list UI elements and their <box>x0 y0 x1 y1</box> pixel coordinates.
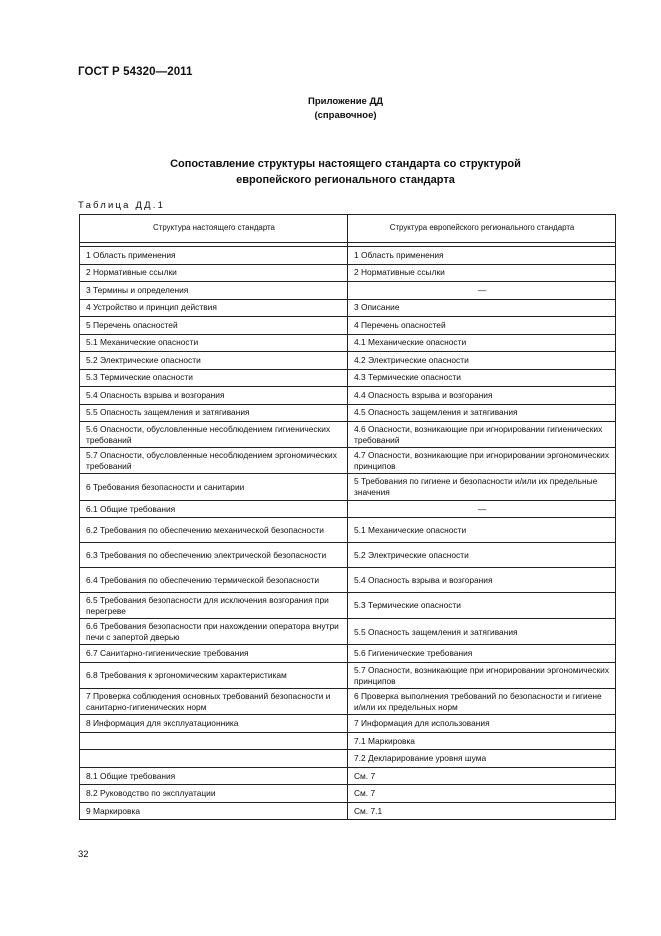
cell-national-standard: 5.6 Опасности, обусловленные несоблюдением гигиенических требований <box>80 422 348 448</box>
cell-european-standard: 4.6 Опасности, возникающие при игнорировании гигиенических требований <box>348 422 616 448</box>
table-row <box>80 785 616 803</box>
cell-national-standard: 6.8 Требования к эргономическим характеристикам <box>80 662 348 688</box>
cell-european-standard: 6 Проверка выполнения требований по безопасности и гигиене и/или их предельных норм <box>348 689 616 715</box>
table-row <box>80 352 616 370</box>
cell-national-standard: 9 Маркировка <box>80 802 348 820</box>
cell-national-standard: 6 Требования безопасности и санитарии <box>80 474 348 500</box>
cell-european-standard: 4.5 Опасность защемления и затягивания <box>348 404 616 422</box>
cell-national-standard: 1 Область применения <box>80 247 348 265</box>
cell-european-standard: 4.2 Электрические опасности <box>348 352 616 370</box>
cell-national-standard: 5.2 Электрические опасности <box>80 352 348 370</box>
cell-european-standard: См. 7 <box>348 785 616 803</box>
cell-european-standard: 5.1 Механические опасности <box>348 518 616 543</box>
comparison-table <box>79 214 616 820</box>
table-row <box>80 645 616 663</box>
cell-european-standard: 4.1 Механические опасности <box>348 334 616 352</box>
table-row <box>80 543 616 568</box>
cell-european-standard: 2 Нормативные ссылки <box>348 264 616 282</box>
cell-national-standard <box>80 750 348 768</box>
table-row <box>80 317 616 335</box>
cell-european-standard: 7.1 Маркировка <box>348 732 616 750</box>
table-row <box>80 404 616 422</box>
cell-european-standard: — <box>348 500 616 518</box>
cell-european-standard: См. 7.1 <box>348 802 616 820</box>
cell-national-standard: 5.3 Термические опасности <box>80 369 348 387</box>
cell-national-standard: 4 Устройство и принцип действия <box>80 299 348 317</box>
document-title-line-1: Сопоставление структуры настоящего стандарта со структурой <box>170 158 521 170</box>
table-row <box>80 750 616 768</box>
document-code: ГОСТ Р 54320—2011 <box>78 66 193 78</box>
cell-national-standard: 3 Термины и определения <box>80 282 348 300</box>
table-row <box>80 369 616 387</box>
cell-european-standard: 5.2 Электрические опасности <box>348 543 616 568</box>
annex-title: Приложение ДД <box>308 96 383 107</box>
cell-european-standard: 5.5 Опасность защемления и затягивания <box>348 619 616 645</box>
table-row <box>80 715 616 733</box>
table-row <box>80 334 616 352</box>
table-row <box>80 500 616 518</box>
cell-european-standard: 4.7 Опасности, возникающие при игнорировании эргономических принципов <box>348 448 616 474</box>
cell-national-standard: 2 Нормативные ссылки <box>80 264 348 282</box>
table-row <box>80 767 616 785</box>
table-row <box>80 593 616 619</box>
cell-national-standard: 6.1 Общие требования <box>80 500 348 518</box>
cell-national-standard: 5 Перечень опасностей <box>80 317 348 335</box>
table-row <box>80 247 616 265</box>
table-row <box>80 387 616 405</box>
cell-national-standard: 5.7 Опасности, обусловленные несоблюдением эргономических требований <box>80 448 348 474</box>
cell-national-standard: 8.2 Руководство по эксплуатации <box>80 785 348 803</box>
cell-national-standard: 6.3 Требования по обеспечению электрической безопасности <box>80 543 348 568</box>
cell-european-standard: 3 Описание <box>348 299 616 317</box>
annex-heading <box>0 95 661 123</box>
cell-european-standard: 5 Требования по гигиене и безопасности и/или их предельные значения <box>348 474 616 500</box>
cell-european-standard: 5.3 Термические опасности <box>348 593 616 619</box>
table-row <box>80 518 616 543</box>
cell-national-standard <box>80 732 348 750</box>
cell-national-standard: 7 Проверка соблюдения основных требований безопасности и санитарно-гигиенических норм <box>80 689 348 715</box>
column-header-european: Структура европейского регионального стандарта <box>348 215 616 243</box>
table-row <box>80 619 616 645</box>
table-row <box>80 448 616 474</box>
cell-european-standard: 1 Область применения <box>348 247 616 265</box>
cell-european-standard: 4 Перечень опасностей <box>348 317 616 335</box>
table-row <box>80 264 616 282</box>
cell-national-standard: 8.1 Общие требования <box>80 767 348 785</box>
cell-european-standard: См. 7 <box>348 767 616 785</box>
document-title-line-2: европейского регионального стандарта <box>236 174 455 186</box>
table-body <box>80 243 616 820</box>
cell-national-standard: 5.5 Опасность защемления и затягивания <box>80 404 348 422</box>
cell-european-standard: 4.4 Опасность взрыва и возгорания <box>348 387 616 405</box>
table-row <box>80 732 616 750</box>
column-header-national: Структура настоящего стандарта <box>80 215 348 243</box>
table-row <box>80 802 616 820</box>
table-row <box>80 662 616 688</box>
cell-european-standard: 5.6 Гигиенические требования <box>348 645 616 663</box>
cell-national-standard: 5.4 Опасность взрыва и возгорания <box>80 387 348 405</box>
table-row <box>80 568 616 593</box>
cell-national-standard: 6.7 Санитарно-гигиенические требования <box>80 645 348 663</box>
cell-european-standard: 7 Информация для использования <box>348 715 616 733</box>
cell-national-standard: 6.5 Требования безопасности для исключения возгорания при перегреве <box>80 593 348 619</box>
table-row <box>80 422 616 448</box>
cell-national-standard: 8 Информация для эксплуатационника <box>80 715 348 733</box>
cell-european-standard: — <box>348 282 616 300</box>
document-title <box>0 156 661 188</box>
cell-national-standard: 6.6 Требования безопасности при нахождении оператора внутри печи с запертой дверью <box>80 619 348 645</box>
page-number: 32 <box>78 849 89 860</box>
cell-european-standard: 4.3 Термические опасности <box>348 369 616 387</box>
table-header-row <box>80 215 616 243</box>
cell-european-standard: 7.2 Декларирование уровня шума <box>348 750 616 768</box>
cell-national-standard: 6.4 Требования по обеспечению термической безопасности <box>80 568 348 593</box>
cell-european-standard: 5.4 Опасность взрыва и возгорания <box>348 568 616 593</box>
cell-national-standard: 6.2 Требования по обеспечению механической безопасности <box>80 518 348 543</box>
table-row <box>80 689 616 715</box>
table-row <box>80 282 616 300</box>
table-row <box>80 299 616 317</box>
cell-national-standard: 5.1 Механические опасности <box>80 334 348 352</box>
cell-european-standard: 5.7 Опасности, возникающие при игнорировании эргономических принципов <box>348 662 616 688</box>
table-caption: Таблица ДД.1 <box>78 200 166 211</box>
table-row <box>80 474 616 500</box>
annex-subtitle: (справочное) <box>314 110 377 121</box>
